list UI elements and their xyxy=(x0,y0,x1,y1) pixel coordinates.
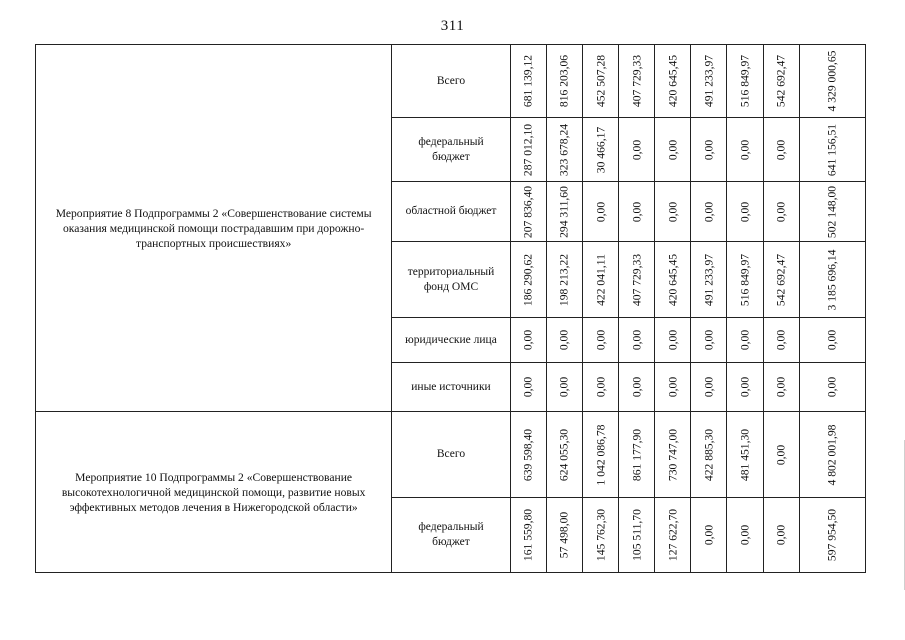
value-cell xyxy=(510,182,546,242)
value-cell xyxy=(546,412,582,498)
value-cell xyxy=(546,45,582,118)
value-text: 0,00 xyxy=(630,139,644,160)
value-cell xyxy=(799,118,865,182)
value-text: 105 511,70 xyxy=(630,509,644,561)
value-cell xyxy=(763,363,799,412)
value-text: 452 507,28 xyxy=(594,54,608,108)
value-cell xyxy=(763,412,799,498)
event-name-cell: Мероприятие 10 Подпрограммы 2 «Совершенствование высокотехнологичной медицинской помощи, развитие новых эффективных методов лечения в Нижегородской области» xyxy=(36,412,392,573)
value-cell xyxy=(582,363,618,412)
value-text: 0,00 xyxy=(557,376,571,398)
value-cell xyxy=(619,242,655,318)
funding-source-cell: иные источники xyxy=(392,363,510,412)
value-text: 0,00 xyxy=(666,329,680,351)
value-cell xyxy=(582,118,618,182)
value-cell xyxy=(691,242,727,318)
value-text: 0,00 xyxy=(774,329,788,351)
value-text: 198 213,22 xyxy=(557,253,571,306)
funding-source-cell: областной бюджет xyxy=(392,182,510,242)
value-text: 161 559,80 xyxy=(521,508,535,562)
value-text: 287 012,10 xyxy=(521,123,535,176)
value-text: 0,00 xyxy=(825,329,839,351)
value-cell xyxy=(655,363,691,412)
value-cell xyxy=(691,118,727,182)
value-text: 0,00 xyxy=(702,524,716,546)
value-cell xyxy=(510,363,546,412)
value-cell xyxy=(655,118,691,182)
value-text: 407 729,33 xyxy=(630,253,644,306)
value-text: 0,00 xyxy=(738,524,752,546)
value-text: 0,00 xyxy=(666,201,680,222)
value-cell xyxy=(763,182,799,242)
value-text: 0,00 xyxy=(702,139,716,160)
value-text: 30 466,17 xyxy=(594,126,608,173)
value-cell xyxy=(727,363,763,412)
value-cell xyxy=(619,318,655,363)
value-text: 422 041,11 xyxy=(594,253,608,306)
value-cell xyxy=(546,498,582,573)
value-text: 145 762,30 xyxy=(594,508,608,562)
value-cell xyxy=(799,45,865,118)
event-name-cell: Мероприятие 8 Подпрограммы 2 «Совершенствование системы оказания медицинской помощи пострадавшим при дорожно-транспортных происшествиях» xyxy=(36,45,392,412)
value-cell xyxy=(655,182,691,242)
funding-source-cell: Всего xyxy=(392,412,510,498)
value-cell xyxy=(546,318,582,363)
value-text: 0,00 xyxy=(702,329,716,351)
value-text: 542 692,47 xyxy=(774,253,788,306)
value-cell xyxy=(655,318,691,363)
value-cell xyxy=(619,45,655,118)
value-cell xyxy=(763,242,799,318)
value-text: 816 203,06 xyxy=(557,54,571,108)
value-cell xyxy=(546,182,582,242)
value-cell xyxy=(510,45,546,118)
value-text: 4 802 001,98 xyxy=(825,424,839,485)
value-cell xyxy=(727,118,763,182)
value-cell xyxy=(619,363,655,412)
funding-source-cell: территориальный фонд ОМС xyxy=(392,242,510,318)
value-text: 57 498,00 xyxy=(557,511,571,559)
value-text: 491 233,97 xyxy=(702,54,716,108)
value-text: 0,00 xyxy=(738,139,752,160)
table-row xyxy=(36,45,866,118)
value-cell xyxy=(763,498,799,573)
value-text: 481 451,30 xyxy=(738,428,752,481)
value-cell xyxy=(691,45,727,118)
value-cell xyxy=(691,182,727,242)
value-cell xyxy=(510,412,546,498)
funding-source-cell: юридические лица xyxy=(392,318,510,363)
value-text: 127 622,70 xyxy=(666,508,680,562)
funding-source-cell: федеральный бюджет xyxy=(392,498,510,573)
value-cell xyxy=(582,182,618,242)
value-text: 422 885,30 xyxy=(702,428,716,481)
value-cell xyxy=(619,118,655,182)
value-text: 0,00 xyxy=(702,201,716,222)
value-cell xyxy=(546,118,582,182)
value-cell xyxy=(619,498,655,573)
value-cell xyxy=(799,498,865,573)
value-text: 0,00 xyxy=(825,376,839,398)
value-cell xyxy=(582,45,618,118)
value-text: 0,00 xyxy=(594,376,608,398)
value-text: 0,00 xyxy=(594,329,608,351)
value-cell xyxy=(727,45,763,118)
value-cell xyxy=(727,182,763,242)
value-cell xyxy=(546,363,582,412)
value-cell xyxy=(727,318,763,363)
value-text: 0,00 xyxy=(666,376,680,398)
value-cell xyxy=(727,498,763,573)
value-text: 4 329 000,65 xyxy=(825,50,839,112)
value-text: 323 678,24 xyxy=(557,123,571,176)
value-text: 597 954,50 xyxy=(825,508,839,562)
value-cell xyxy=(799,182,865,242)
value-text: 0,00 xyxy=(630,201,644,222)
value-cell xyxy=(510,318,546,363)
value-text: 0,00 xyxy=(521,329,535,351)
value-text: 516 849,97 xyxy=(738,54,752,108)
value-text: 491 233,97 xyxy=(702,253,716,306)
value-cell xyxy=(691,318,727,363)
value-cell xyxy=(619,412,655,498)
value-text: 0,00 xyxy=(738,376,752,398)
value-cell xyxy=(655,45,691,118)
value-text: 0,00 xyxy=(774,524,788,546)
value-text: 0,00 xyxy=(557,329,571,351)
value-cell xyxy=(763,45,799,118)
value-text: 861 177,90 xyxy=(630,428,644,481)
value-cell xyxy=(727,242,763,318)
value-text: 186 290,62 xyxy=(521,253,535,306)
value-text: 3 185 696,14 xyxy=(825,249,839,310)
value-cell xyxy=(510,498,546,573)
value-cell xyxy=(799,242,865,318)
value-text: 0,00 xyxy=(702,376,716,398)
value-text: 0,00 xyxy=(774,139,788,160)
value-text: 0,00 xyxy=(594,201,608,222)
value-cell xyxy=(691,363,727,412)
value-text: 542 692,47 xyxy=(774,54,788,108)
table-row xyxy=(36,412,866,498)
value-cell xyxy=(799,318,865,363)
value-text: 681 139,12 xyxy=(521,54,535,108)
value-cell xyxy=(655,412,691,498)
value-cell xyxy=(727,412,763,498)
value-cell xyxy=(763,318,799,363)
value-cell xyxy=(582,242,618,318)
value-text: 0,00 xyxy=(666,139,680,160)
value-cell xyxy=(619,182,655,242)
value-cell xyxy=(691,412,727,498)
value-text: 0,00 xyxy=(738,201,752,222)
value-text: 0,00 xyxy=(630,376,644,398)
value-text: 294 311,60 xyxy=(557,185,571,238)
value-cell xyxy=(546,242,582,318)
value-text: 1 042 086,78 xyxy=(594,424,608,485)
value-text: 516 849,97 xyxy=(738,253,752,306)
value-cell xyxy=(691,498,727,573)
value-cell xyxy=(655,242,691,318)
value-text: 730 747,00 xyxy=(666,428,680,481)
value-cell xyxy=(510,242,546,318)
value-cell xyxy=(799,412,865,498)
value-cell xyxy=(582,412,618,498)
value-text: 624 055,30 xyxy=(557,428,571,481)
value-text: 641 156,51 xyxy=(825,123,839,176)
value-cell xyxy=(582,318,618,363)
value-text: 420 645,45 xyxy=(666,54,680,108)
value-text: 420 645,45 xyxy=(666,253,680,306)
value-text: 207 836,40 xyxy=(521,185,535,238)
value-cell xyxy=(510,118,546,182)
value-text: 0,00 xyxy=(738,329,752,351)
value-text: 0,00 xyxy=(774,376,788,398)
funding-source-cell: Всего xyxy=(392,45,510,118)
value-text: 0,00 xyxy=(521,376,535,398)
value-cell xyxy=(655,498,691,573)
value-text: 0,00 xyxy=(774,444,788,465)
funding-source-cell: федеральный бюджет xyxy=(392,118,510,182)
page-number: 311 xyxy=(440,18,465,34)
value-text: 639 598,40 xyxy=(521,428,535,481)
value-cell xyxy=(799,363,865,412)
value-text: 407 729,33 xyxy=(630,54,644,108)
value-text: 0,00 xyxy=(630,329,644,351)
value-text: 502 148,00 xyxy=(825,185,839,238)
budget-table xyxy=(35,44,866,573)
value-text: 0,00 xyxy=(774,201,788,222)
value-cell xyxy=(763,118,799,182)
value-cell xyxy=(582,498,618,573)
